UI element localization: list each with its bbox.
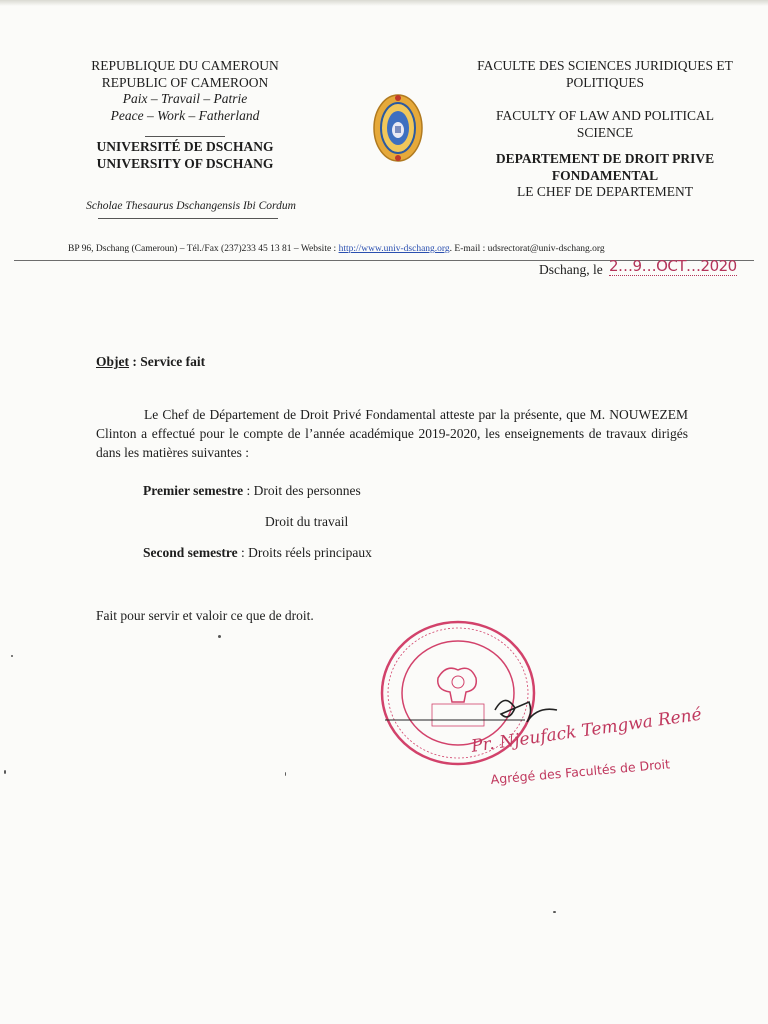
scan-edge-shadow	[0, 0, 768, 6]
faculty-fr-line1: FACULTE DES SCIENCES JURIDIQUES ET	[477, 58, 733, 73]
faculty-fr-line2: POLITIQUES	[566, 74, 644, 90]
contact-suffix: . E-mail : udsrectorat@univ-dschang.org	[449, 244, 605, 254]
website-link[interactable]: http://www.univ-dschang.org	[338, 244, 450, 254]
closing-line: Fait pour servir et valoir ce que de droit.	[96, 608, 314, 623]
semester2-label: Second semestre	[143, 545, 238, 560]
header-left	[60, 58, 310, 172]
country-fr: REPUBLIQUE DU CAMEROUN	[91, 58, 279, 73]
scan-speck	[285, 772, 286, 776]
date-value: 2…9…OCT…2020	[609, 257, 737, 275]
scan-speck	[11, 655, 13, 657]
department-line2: FONDAMENTAL	[551, 167, 659, 183]
object-label: Objet	[96, 354, 129, 369]
semester1-course1: : Droit des personnes	[243, 483, 361, 498]
header-right	[455, 58, 755, 201]
semester1-course2: Droit du travail	[265, 514, 349, 529]
scan-speck	[4, 770, 6, 774]
header-divider	[145, 136, 225, 137]
scan-speck	[218, 635, 221, 638]
signatory-name: Pr. Njeufack Temgwa René	[470, 704, 703, 757]
country-en: REPUBLIC OF CAMEROON	[101, 74, 269, 90]
faculty-en-line1: FACULTY OF LAW AND POLITICAL	[496, 108, 714, 123]
university-fr: UNIVERSITÉ DE DSCHANG	[96, 139, 274, 154]
object-line	[96, 352, 205, 371]
department-line1: DEPARTEMENT DE DROIT PRIVE	[495, 151, 715, 166]
date-label: Dschang, le	[539, 262, 603, 277]
university-motto: Scholae Thesaurus Dschangensis Ibi Cordum	[86, 200, 296, 212]
semester1-line	[143, 481, 361, 500]
contact-line	[68, 244, 768, 254]
semester2-line	[143, 543, 372, 562]
semester1-label: Premier semestre	[143, 483, 244, 498]
university-en: UNIVERSITY OF DSCHANG	[96, 155, 274, 171]
faculty-en-line2: SCIENCE	[576, 124, 634, 140]
university-crest-logo	[372, 92, 424, 164]
motto-underline	[98, 218, 278, 219]
scan-speck	[553, 911, 556, 913]
motto-fr: Paix – Travail – Patrie	[122, 91, 248, 106]
object-text: : Service fait	[129, 354, 206, 369]
department-role: LE CHEF DE DEPARTEMENT	[516, 184, 694, 199]
attestation-paragraph: Le Chef de Département de Droit Privé Fondamental atteste par la présente, que M. NOUWEZEM Clinton a effectué pour le compte de l’année académique 2019-2020, les enseignements de travaux dirigés dans les matières suivantes :	[96, 407, 688, 460]
semester2-course1: : Droits réels principaux	[237, 545, 372, 560]
signatory-title: Agrégé des Facultés de Droit	[490, 756, 671, 787]
contact-prefix: BP 96, Dschang (Cameroun) – Tél./Fax (237)233 45 13 81 – Website :	[68, 244, 339, 254]
motto-en: Peace – Work – Fatherland	[110, 107, 260, 123]
